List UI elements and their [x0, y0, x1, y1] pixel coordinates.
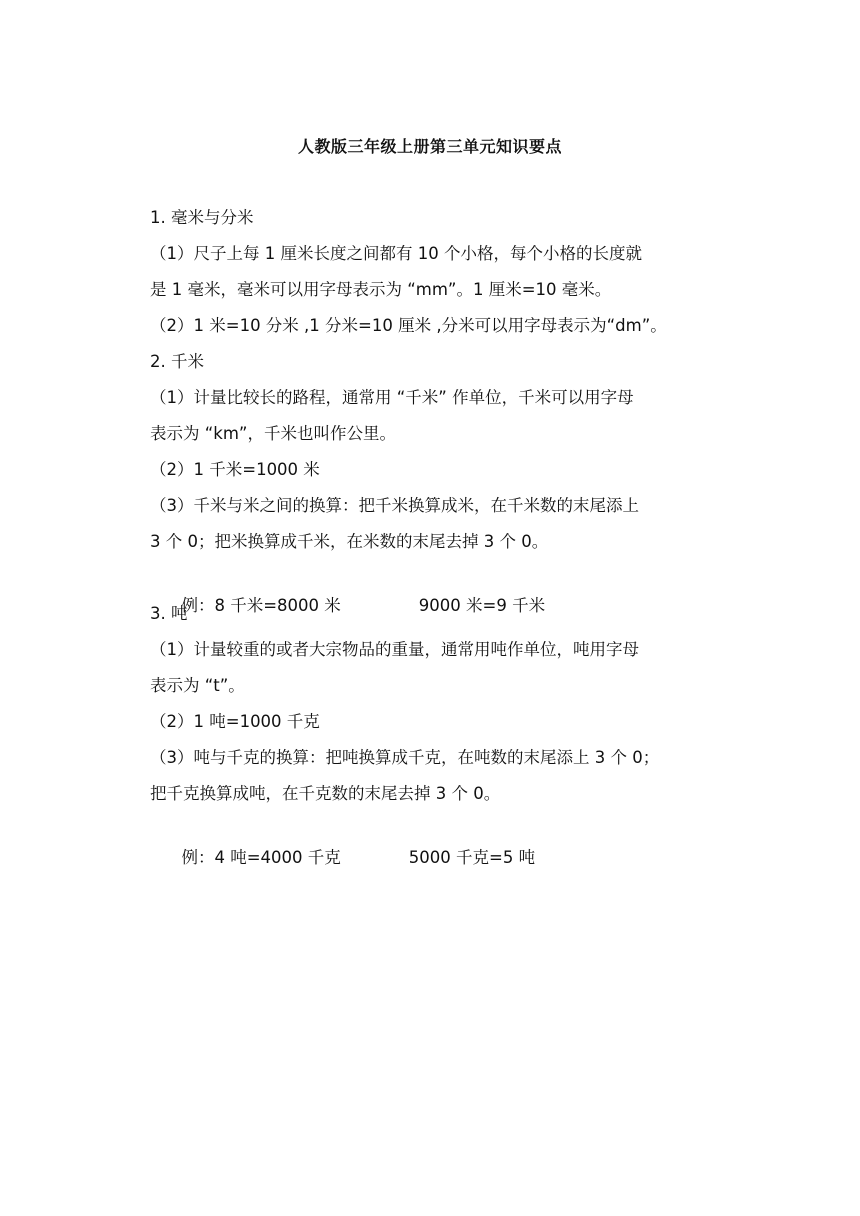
paragraph-line: （3）千米与米之间的换算：把千米换算成米，在千米数的末尾添上 — [150, 496, 639, 515]
paragraph-line: 把千克换算成吨，在千克数的末尾去掉 3 个 0。 — [150, 784, 501, 803]
paragraph-line: （2）1 米=10 分米 ,1 分米=10 厘米 ,分米可以用字母表示为“dm”。 — [150, 316, 667, 335]
paragraph-line: （1）计量较重的或者大宗物品的重量，通常用吨作单位，吨用字母 — [150, 640, 639, 659]
paragraph-line: 3 个 0；把米换算成千米，在米数的末尾去掉 3 个 0。 — [150, 532, 549, 551]
example-left: 例：4 吨=4000 千克 — [181, 848, 341, 867]
section-heading-ton: 3. 吨 — [150, 604, 188, 623]
paragraph-line: 表示为 “t”。 — [150, 676, 245, 695]
paragraph-line: （1）尺子上每 1 厘米长度之间都有 10 个小格，每个小格的长度就 — [150, 244, 642, 263]
section-heading-kilometer: 2. 千米 — [150, 352, 204, 371]
example-left: 例：8 千米=8000 米 — [181, 596, 341, 615]
paragraph-line: （2）1 吨=1000 千克 — [150, 712, 320, 731]
example-right: 5000 千克=5 吨 — [408, 848, 536, 867]
paragraph-line: （3）吨与千克的换算：把吨换算成千克，在吨数的末尾添上 3 个 0； — [150, 748, 660, 767]
paragraph-line: （1）计量比较长的路程，通常用 “千米” 作单位，千米可以用字母 — [150, 388, 634, 407]
paragraph-line: 是 1 毫米，毫米可以用字母表示为 “mm”。1 厘米=10 毫米。 — [150, 280, 612, 299]
page-title: 人教版三年级上册第三单元知识要点 — [297, 137, 562, 156]
example-line — [150, 816, 740, 867]
example-right: 9000 米=9 千米 — [418, 596, 546, 615]
section-heading-millimeter-decimeter: 1. 毫米与分米 — [150, 208, 254, 227]
paragraph-line: 表示为 “km”，千米也叫作公里。 — [150, 424, 396, 443]
paragraph-line: （2）1 千米=1000 米 — [150, 460, 320, 479]
document-body — [150, 204, 740, 867]
